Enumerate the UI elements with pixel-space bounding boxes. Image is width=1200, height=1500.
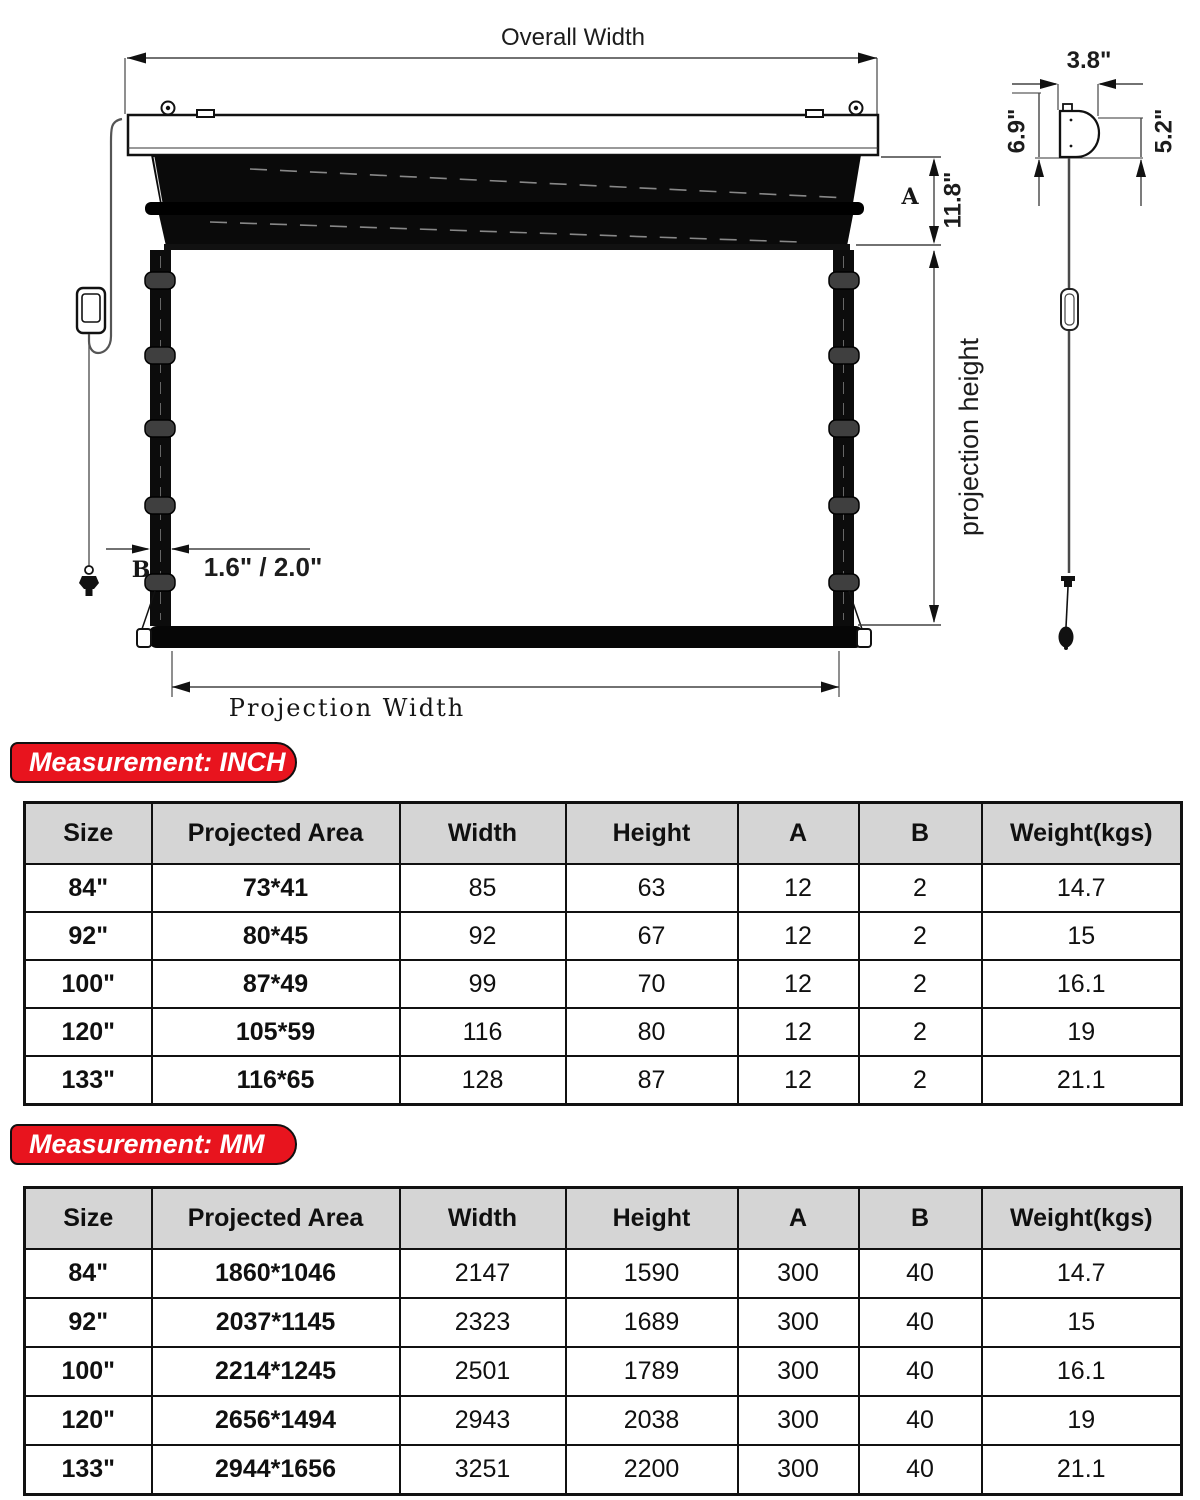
table-cell: 87*49 <box>152 960 400 1008</box>
black-drop-section <box>145 155 864 250</box>
table-cell: 2200 <box>566 1445 738 1495</box>
header-row <box>25 1188 1182 1250</box>
table-cell: 1689 <box>566 1298 738 1347</box>
table-cell: 2 <box>859 960 982 1008</box>
column-header: Width <box>400 803 566 865</box>
table-cell: 100" <box>25 1347 152 1396</box>
column-header: Height <box>566 1188 738 1250</box>
table-cell: 19 <box>982 1008 1182 1056</box>
column-header: Size <box>25 1188 152 1250</box>
projection-width-dimension <box>172 651 839 722</box>
table-cell: 120" <box>25 1396 152 1445</box>
screen-edge-profile <box>1059 158 1079 650</box>
mm-spec-table <box>23 1186 1183 1496</box>
column-header: Weight(kgs) <box>982 1188 1182 1250</box>
header-row <box>25 803 1182 865</box>
table-row <box>25 1347 1182 1396</box>
measurement-inch-badge: Measurement: INCH <box>10 742 297 783</box>
table-cell: 2147 <box>400 1249 566 1298</box>
table-cell: 80 <box>566 1008 738 1056</box>
table-cell: 99 <box>400 960 566 1008</box>
table-cell: 92" <box>25 1298 152 1347</box>
table-cell: 120" <box>25 1008 152 1056</box>
power-cord <box>77 119 122 596</box>
drop-height-dimension <box>856 157 967 245</box>
pull-bob <box>79 566 99 596</box>
table-cell: 63 <box>566 864 738 912</box>
end-cap-right <box>857 629 871 647</box>
table-cell: 40 <box>859 1298 982 1347</box>
table-cell: 2 <box>859 912 982 960</box>
screen-case <box>128 102 878 156</box>
side-handle <box>1061 289 1078 330</box>
table-cell: 2 <box>859 1008 982 1056</box>
column-header: Size <box>25 803 152 865</box>
side-pull-bob <box>1059 627 1074 648</box>
table-cell: 2214*1245 <box>152 1347 400 1396</box>
table-row <box>25 864 1182 912</box>
table-cell: 2 <box>859 864 982 912</box>
table-cell: 2323 <box>400 1298 566 1347</box>
table-cell: 92" <box>25 912 152 960</box>
table-cell: 1590 <box>566 1249 738 1298</box>
table-cell: 300 <box>738 1396 859 1445</box>
case-profile <box>1060 104 1099 157</box>
table-cell: 300 <box>738 1298 859 1347</box>
table-cell: 1789 <box>566 1347 738 1396</box>
side-depth-dimension <box>1012 47 1143 116</box>
table-cell: 16.1 <box>982 960 1182 1008</box>
table-cell: 40 <box>859 1445 982 1495</box>
column-header: Height <box>566 803 738 865</box>
table-cell: 85 <box>400 864 566 912</box>
column-header: Projected Area <box>152 1188 400 1250</box>
table-cell: 12 <box>738 960 859 1008</box>
table-cell: 73*41 <box>152 864 400 912</box>
b-label: B <box>131 557 151 583</box>
overall-width-label: Overall Width <box>500 24 646 51</box>
bar-width-label: 1.6" / 2.0" <box>203 552 323 582</box>
table-cell: 116*65 <box>152 1056 400 1105</box>
table-cell: 80*45 <box>152 912 400 960</box>
table-cell: 105*59 <box>152 1008 400 1056</box>
side-right-height-label: 5.2" <box>1150 108 1178 154</box>
table-cell: 40 <box>859 1396 982 1445</box>
table-row <box>25 1298 1182 1347</box>
table-cell: 2038 <box>566 1396 738 1445</box>
table-cell: 70 <box>566 960 738 1008</box>
table-row <box>25 960 1182 1008</box>
column-header: A <box>738 1188 859 1250</box>
table-cell: 14.7 <box>982 1249 1182 1298</box>
table-cell: 40 <box>859 1347 982 1396</box>
table-row <box>25 1445 1182 1495</box>
projection-height-label: projection height <box>954 337 984 537</box>
table-cell: 133" <box>25 1056 152 1105</box>
projection-height-dimension <box>858 250 984 625</box>
column-header: Weight(kgs) <box>982 803 1182 865</box>
table-cell: 2944*1656 <box>152 1445 400 1495</box>
table-cell: 3251 <box>400 1445 566 1495</box>
table-cell: 12 <box>738 912 859 960</box>
roller-bar <box>145 202 864 215</box>
projection-width-label: Projection Width <box>228 694 466 722</box>
side-pull-nut <box>1061 576 1075 587</box>
table-cell: 84" <box>25 864 152 912</box>
overall-width-dimension <box>125 24 877 114</box>
table-cell: 2656*1494 <box>152 1396 400 1445</box>
table-cell: 14.7 <box>982 864 1182 912</box>
mount-bracket-right <box>806 110 823 117</box>
drop-height-label: 11.8" <box>939 171 967 229</box>
table-cell: 15 <box>982 912 1182 960</box>
screen-diagram <box>0 0 1200 735</box>
a-label: A <box>901 184 919 210</box>
table-row <box>25 1396 1182 1445</box>
table-cell: 2501 <box>400 1347 566 1396</box>
table-cell: 116 <box>400 1008 566 1056</box>
table-cell: 133" <box>25 1445 152 1495</box>
table-cell: 128 <box>400 1056 566 1105</box>
table-cell: 21.1 <box>982 1445 1182 1495</box>
table-cell: 92 <box>400 912 566 960</box>
table-cell: 21.1 <box>982 1056 1182 1105</box>
side-depth-label: 3.8" <box>1066 47 1112 74</box>
table-cell: 67 <box>566 912 738 960</box>
column-header: B <box>859 803 982 865</box>
table-row <box>25 1008 1182 1056</box>
table-cell: 300 <box>738 1445 859 1495</box>
measurement-mm-badge: Measurement: MM <box>10 1124 297 1165</box>
table-row <box>25 1056 1182 1105</box>
table-cell: 84" <box>25 1249 152 1298</box>
table-cell: 87 <box>566 1056 738 1105</box>
table-cell: 2037*1145 <box>152 1298 400 1347</box>
table-cell: 16.1 <box>982 1347 1182 1396</box>
table-cell: 2943 <box>400 1396 566 1445</box>
inch-spec-table <box>23 801 1183 1106</box>
end-cap-left <box>137 629 151 647</box>
table-cell: 12 <box>738 1008 859 1056</box>
table-cell: 300 <box>738 1347 859 1396</box>
table-cell: 1860*1046 <box>152 1249 400 1298</box>
column-header: Projected Area <box>152 803 400 865</box>
side-view <box>1004 47 1178 650</box>
table-cell: 12 <box>738 864 859 912</box>
table-cell: 300 <box>738 1249 859 1298</box>
table-cell: 2 <box>859 1056 982 1105</box>
table-cell: 100" <box>25 960 152 1008</box>
mount-bracket-left <box>197 110 214 117</box>
table-row <box>25 1249 1182 1298</box>
table-cell: 12 <box>738 1056 859 1105</box>
front-view <box>77 24 984 722</box>
table-cell: 19 <box>982 1396 1182 1445</box>
column-header: B <box>859 1188 982 1250</box>
table-cell: 40 <box>859 1249 982 1298</box>
table-row <box>25 912 1182 960</box>
table-cell: 15 <box>982 1298 1182 1347</box>
column-header: A <box>738 803 859 865</box>
column-header: Width <box>400 1188 566 1250</box>
side-left-height-label: 6.9" <box>1003 108 1031 154</box>
